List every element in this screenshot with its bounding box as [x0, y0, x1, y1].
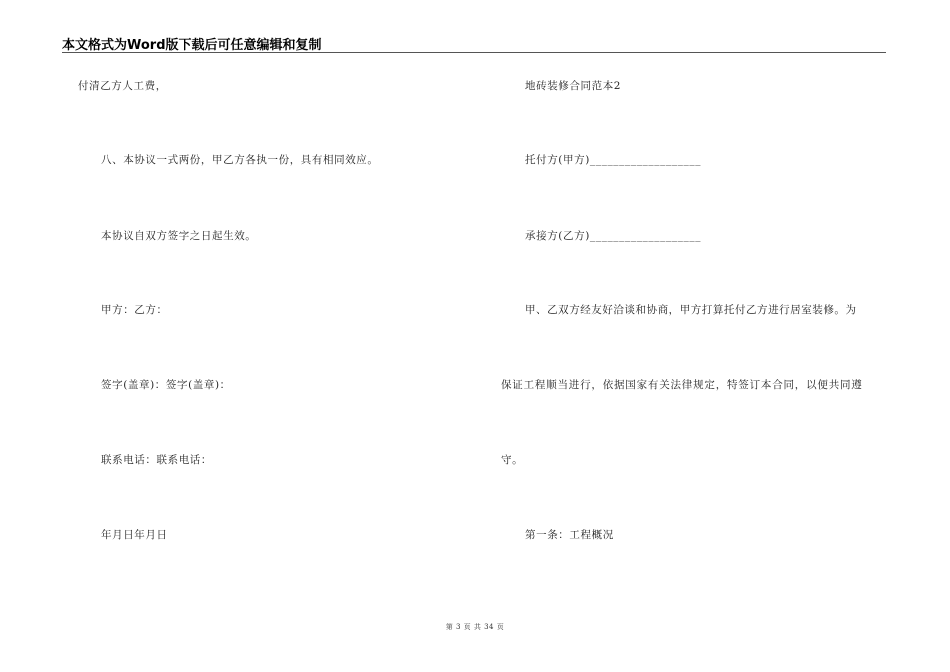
document-header — [62, 34, 886, 53]
left-line-7: 年月日年月日 — [101, 529, 168, 541]
right-line-5: 保证工程顺当进行，依据国家有关法律规定，特签订本合同，以便共同遵 — [501, 379, 863, 391]
left-line-5: 签字(盖章)：签字(盖章)： — [101, 379, 231, 391]
left-line-4: 甲方：乙方： — [101, 304, 168, 316]
right-line-3: 承接方(乙方)___________________ — [525, 230, 702, 242]
right-line-2: 托付方(甲方)___________________ — [525, 154, 702, 166]
right-line-1: 地砖装修合同范本2 — [525, 80, 622, 92]
left-line-6: 联系电话：联系电话： — [101, 454, 212, 466]
right-line-7: 第一条：工程概况 — [525, 529, 614, 541]
header-title: 本文格式为Word版下载后可任意编辑和复制 — [62, 38, 322, 53]
left-line-3: 本协议自双方签字之日起生效。 — [101, 230, 257, 242]
right-line-4: 甲、乙双方经友好洽谈和协商，甲方打算托付乙方进行居室装修。为 — [525, 304, 857, 316]
left-line-1: 付清乙方人工费， — [78, 80, 167, 92]
page-footer: 第 3 页 共 34 页 — [445, 623, 505, 631]
left-line-2: 八、本协议一式两份，甲乙方各执一份，具有相同效应。 — [101, 154, 379, 166]
right-line-6: 守。 — [501, 454, 524, 466]
